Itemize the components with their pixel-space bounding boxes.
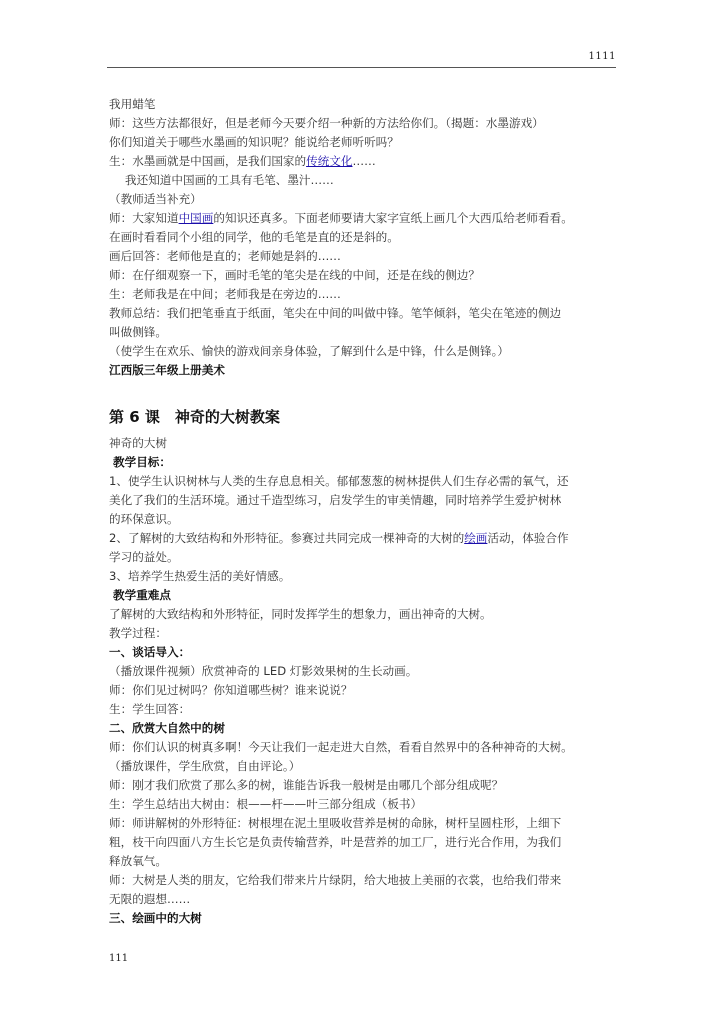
text-line: 生：水墨画就是中国画，是我们国家的传统文化…… <box>109 154 376 168</box>
text-line: 释放氧气。 <box>109 854 167 868</box>
link-chinese-painting[interactable]: 中国画 <box>178 211 214 225</box>
text-line: （播放课件视频）欣赏神奇的 LED 灯影效果树的生长动画。 <box>109 664 418 678</box>
text-line: 师：你们见过树吗？你知道哪些树？谁来说说？ <box>109 683 353 697</box>
document-body <box>109 95 619 928</box>
text-line: 师：这些方法都很好，但是老师今天要介绍一种新的方法给你们。（揭题：水墨游戏） <box>109 116 544 130</box>
link-traditional-culture[interactable]: 传统文化 <box>306 154 353 168</box>
lesson-subtitle: 神奇的大树 <box>109 436 167 450</box>
text-line: 无限的遐想…… <box>109 892 191 906</box>
text-line: 师：刚才我们欣赏了那么多的树，谁能告诉我一般树是由哪几个部分组成呢？ <box>109 778 504 792</box>
text-line: 的环保意识。 <box>109 512 179 526</box>
text-line: 美化了我们的生活环境。通过千造型练习，启发学生的审美情趣，同时培养学生爱护树林 <box>109 493 562 507</box>
section-heading: 三、绘画中的大树 <box>109 911 202 925</box>
text-line: 师：你们认识的树真多啊！今天让我们一起走进大自然，看看自然界中的各种神奇的大树。 <box>109 740 573 754</box>
goals-heading: 教学目标： <box>113 455 171 469</box>
text-line: 1、使学生认识树林与人类的生存息息相关。郁郁葱葱的树林提供人们生存必需的氧气，还 <box>109 474 569 488</box>
link-painting[interactable]: 绘画 <box>464 531 488 545</box>
text-line: 师：大家知道中国画的知识还真多。下面老师要请大家字宣纸上画几个大西瓜给老师看看。 <box>109 211 573 225</box>
text-line: 我用蜡笔 <box>109 97 156 111</box>
lesson-title: 第 6 课 神奇的大树教案 <box>109 408 280 426</box>
key-points-heading: 教学重难点 <box>113 588 171 602</box>
header-page-number: 1111 <box>588 51 616 62</box>
text-line: 3、培养学生热爱生活的美好情感。 <box>109 569 291 583</box>
text-line: 生：老师我是在中间；老师我是在旁边的…… <box>109 287 341 301</box>
text-line: 在画时看看同个小组的同学，他的毛笔是直的还是斜的。 <box>109 230 399 244</box>
text-line: （教师适当补充） <box>109 192 202 206</box>
text-line: 我还知道中国画的工具有毛笔、墨汁…… <box>125 173 334 187</box>
text-line: 学习的益处。 <box>109 550 179 564</box>
text-line: （使学生在欢乐、愉快的游戏间亲身体验，了解到什么是中锋，什么是侧锋。） <box>109 344 509 358</box>
text-line: 了解树的大致结构和外形特征，同时发挥学生的想象力，画出神奇的大树。 <box>109 607 492 621</box>
text-line: 生：学生回答： <box>109 702 191 716</box>
footer-page-number: 111 <box>109 953 129 964</box>
textbook-label: 江西版三年级上册美术 <box>109 363 225 377</box>
text-line: 师：在仔细观察一下，画时毛笔的笔尖是在线的中间，还是在线的侧边？ <box>109 268 481 282</box>
text-line: 画后回答：老师他是直的；老师她是斜的…… <box>109 249 341 263</box>
text-line: 你们知道关于哪些水墨画的知识呢？能说给老师听听吗？ <box>109 135 399 149</box>
text-line: 生：学生总结出大树由：根——杆——叶三部分组成（板书） <box>109 797 423 811</box>
text-line: （播放课件，学生欣赏，自由评论。） <box>109 759 301 773</box>
text-line: 师：师讲解树的外形特征：树根埋在泥土里吸收营养是树的命脉，树杆呈圆柱形，上细下 <box>109 816 562 830</box>
text-line: 2、了解树的大致结构和外形特征。参赛过共同完成一棵神奇的大树的绘画活动，体验合作 <box>109 531 569 545</box>
text-line: 教师总结：我们把笔垂直于纸面，笔尖在中间的叫做中锋。笔竿倾斜，笔尖在笔迹的侧边 <box>109 306 562 320</box>
section-heading: 一、谈话导入： <box>109 645 191 659</box>
process-heading: 教学过程： <box>109 626 167 640</box>
text-line: 叫做侧锋。 <box>109 325 167 339</box>
text-line: 师：大树是人类的朋友，它给我们带来片片绿阴，给大地披上美丽的衣裳，也给我们带来 <box>109 873 562 887</box>
section-heading: 二、欣赏大自然中的树 <box>109 721 225 735</box>
header-rule <box>107 67 616 68</box>
text-line: 粗，枝干向四面八方生长它是负责传输营养，叶是营养的加工厂，进行光合作用，为我们 <box>109 835 562 849</box>
